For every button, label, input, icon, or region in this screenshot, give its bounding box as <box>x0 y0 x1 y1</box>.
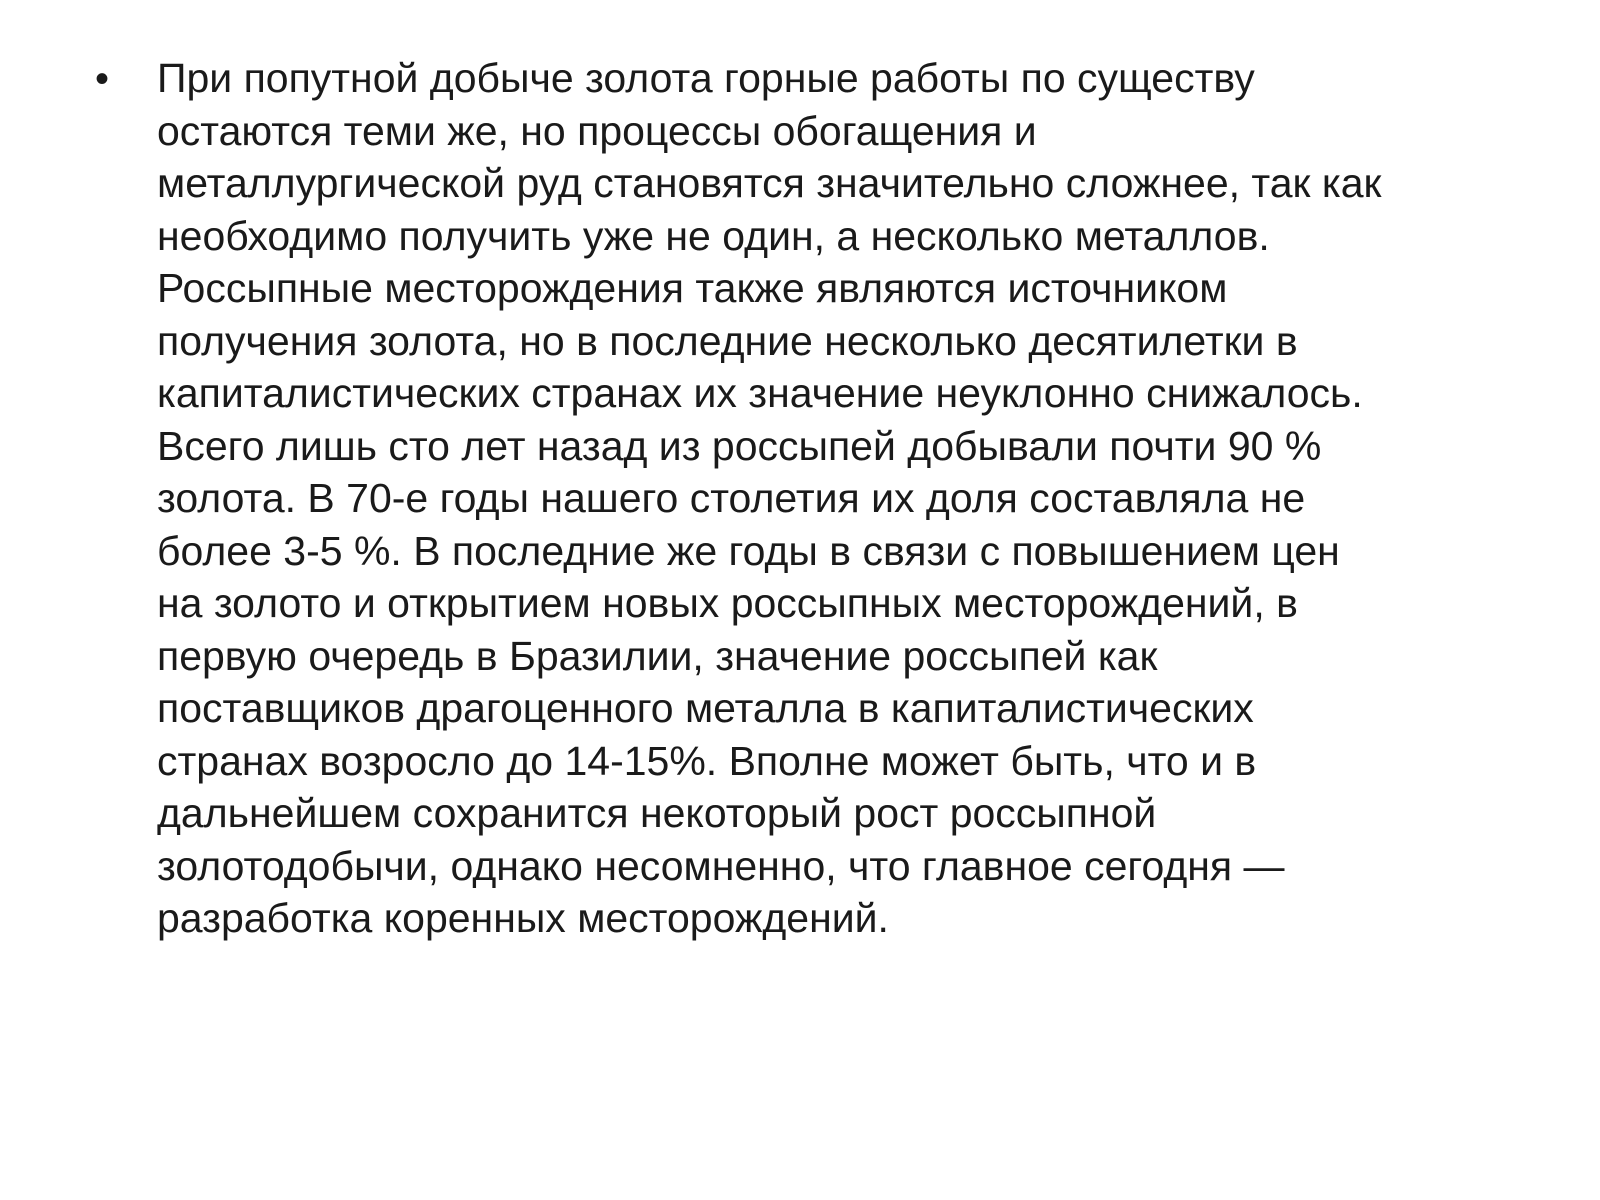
bullet-paragraph <box>157 52 1545 945</box>
text-line: первую очередь в Бразилии, значение россыпей как <box>157 632 1158 679</box>
text-line: более 3-5 %. В последние же годы в связи с повышением цен <box>157 527 1340 574</box>
text-line: дальнейшем сохранится некоторый рост россыпной <box>157 790 1157 836</box>
bullet-item <box>95 52 1545 945</box>
text-line: капиталистических странах их значение неуклонно снижалось. <box>157 370 1363 416</box>
text-line: золотодобычи, однако несомненно, что главное сегодня — <box>157 842 1285 889</box>
text-line: разработка коренных месторождений. <box>157 895 889 941</box>
text-line: При попутной добыче золота горные работы по существу <box>157 55 1255 101</box>
text-line: золота. В 70-е годы нашего столетия их доля составляла не <box>157 475 1306 521</box>
text-line: поставщиков драгоценного металла в капиталистических <box>157 685 1254 731</box>
text-line: необходимо получить уже не один, а несколько металлов. <box>157 212 1270 259</box>
bullet-icon: • <box>95 57 110 101</box>
text-line: странах возросло до 14-15%. Вполне может быть, что и в <box>157 737 1257 784</box>
text-line: Всего лишь сто лет назад из россыпей добывали почти 90 % <box>157 422 1322 469</box>
text-line: Россыпные месторождения также являются источником <box>157 265 1228 311</box>
text-line: металлургической руд становятся значительно сложнее, так как <box>157 160 1382 206</box>
text-line: получения золота, но в последние несколько десятилетки в <box>157 317 1298 364</box>
text-line: остаются теми же, но процессы обогащения и <box>157 107 1037 154</box>
text-line: на золото и открытием новых россыпных месторождений, в <box>157 580 1298 626</box>
